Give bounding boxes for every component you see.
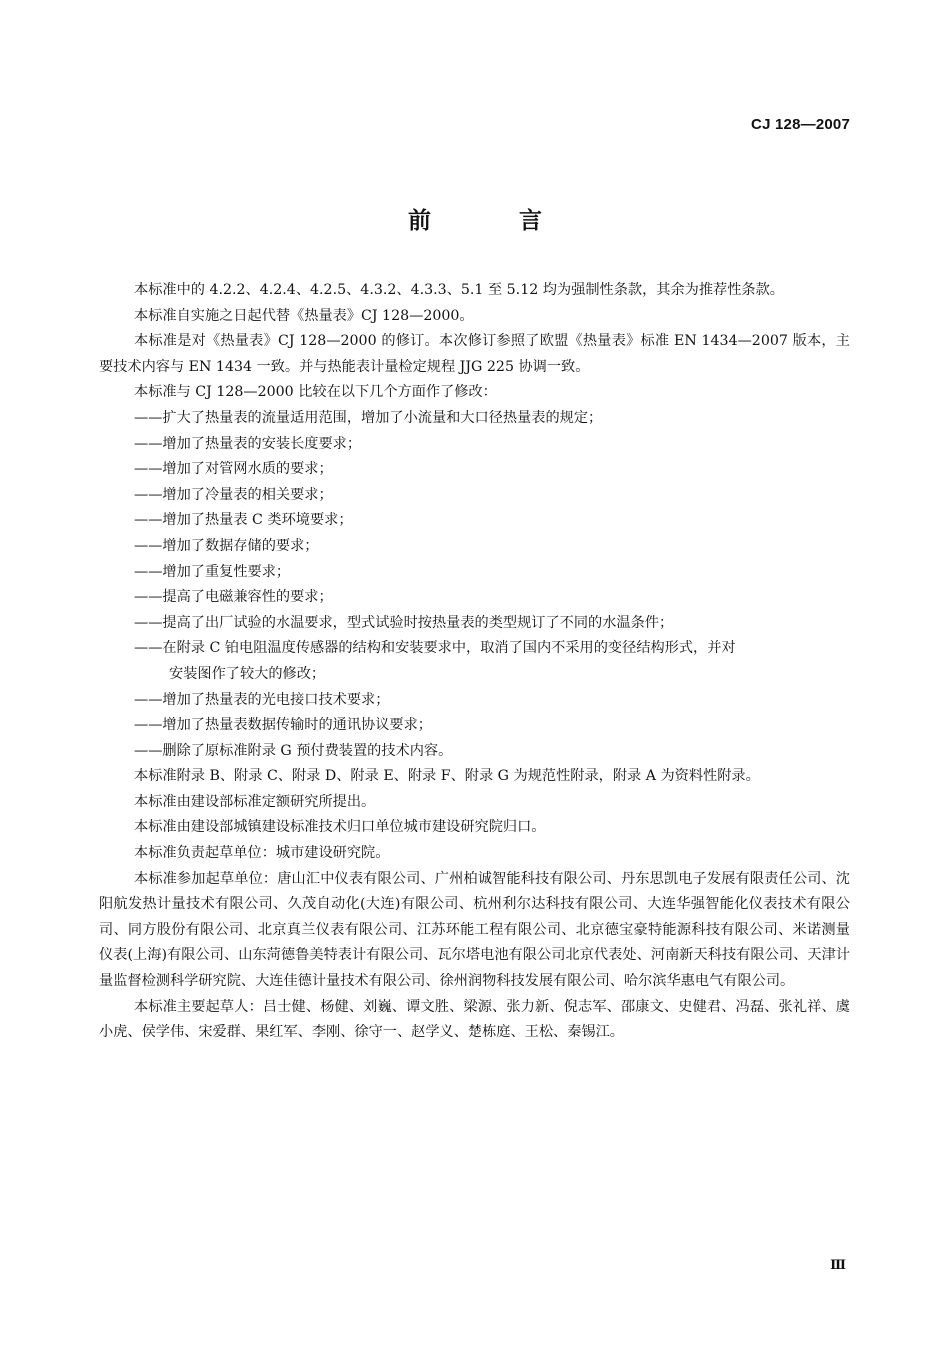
paragraph-comparison-intro: 本标准与 CJ 128—2000 比较在以下几个方面作了修改： <box>134 384 497 401</box>
list-item-first-line: ——在附录 C 铂电阻温度传感器的结构和安装要求中，取消了国内不采用的变径结构形式，并对 <box>134 640 736 657</box>
page-number: Ⅲ <box>830 1258 846 1273</box>
page-title: 前 言 <box>407 208 582 234</box>
list-item: ——增加了热量表 C 类环境要求； <box>134 512 353 529</box>
list-item: ——增加了重复性要求； <box>134 563 291 580</box>
paragraph-replaces: 本标准自实施之日起代替《热量表》CJ 128—2000。 <box>134 307 474 324</box>
document-body <box>99 278 850 1046</box>
list-item: ——增加了热量表的光电接口技术要求； <box>134 691 390 708</box>
list-item: ——扩大了热量表的流量适用范围，增加了小流量和大口径热量表的规定； <box>134 409 603 426</box>
list-item: ——删除了原标准附录 G 预付费装置的技术内容。 <box>134 742 453 759</box>
list-item-wrapped <box>134 636 850 687</box>
list-item: ——提高了电磁兼容性的要求； <box>134 589 333 606</box>
paragraph-mandatory-clauses: 本标准中的 4.2.2、4.2.4、4.2.5、4.3.2、4.3.3、5.1 至 5.12 均为强制性条款，其余为推荐性条款。 <box>134 282 784 298</box>
paragraph-participating-units: 本标准参加起草单位：唐山汇中仪表有限公司、广州柏诚智能科技有限公司、丹东思凯电子发展有限责任公司、沈阳航发热计量技术有限公司、久茂自动化(大连)有限公司、杭州利尔达科技有限公司、大连华强智能化仪表技术有限公司、同方股份有限公司、北京真兰仪表有限公司、江苏环能工程有限公司、北京德宝豪特能源科技有限公司、米诺测量仪表(上海)有限公司、山东菏德鲁美特表计有限公司、瓦尔塔电池有限公司北京代表处、河南新天科技有限公司、天津计量监督检测科学研究院、大连佳德计量技术有限公司、徐州润物科技发展有限公司、哈尔滨华惠电气有限公司。 <box>99 870 850 990</box>
list-item-continuation: 安装图作了较大的修改； <box>169 665 326 682</box>
list-item: ——增加了冷量表的相关要求； <box>134 486 333 503</box>
paragraph-annexes: 本标准附录 B、附录 C、附录 D、附录 E、附录 F、附录 G 为规范性附录，附录 A 为资料性附录。 <box>134 768 760 785</box>
paragraph-main-drafters: 本标准主要起草人：吕士健、杨健、刘巍、谭文胜、梁源、张力新、倪志军、邵康文、史健君、冯磊、张礼祥、虞小虎、侯学伟、宋爱群、果红军、李刚、徐守一、赵学义、楚栋庭、王松、秦锡江。 <box>99 998 850 1041</box>
list-item: ——增加了热量表的安装长度要求； <box>134 435 362 452</box>
list-item: ——增加了热量表数据传输时的通讯协议要求； <box>134 717 432 734</box>
list-item: ——增加了对管网水质的要求； <box>134 461 333 478</box>
list-item: ——增加了数据存储的要求； <box>134 537 319 554</box>
paragraph-centralized-by: 本标准由建设部城镇建设标准技术归口单位城市建设研究院归口。 <box>134 819 546 836</box>
paragraph-proposed-by: 本标准由建设部标准定额研究所提出。 <box>134 793 376 810</box>
paragraph-responsible-drafter: 本标准负责起草单位：城市建设研究院。 <box>134 845 390 862</box>
standard-code: CJ 128—2007 <box>751 116 850 133</box>
paragraph-revision: 本标准是对《热量表》CJ 128—2000 的修订。本次修订参照了欧盟《热量表》标准 EN 1434—2007 版本，主要技术内容与 EN 1434 一致。并与热能表计量检定规程 JJG 225 协调一致。 <box>99 333 850 375</box>
list-item: ——提高了出厂试验的水温要求，型式试验时按热量表的类型规订了不同的水温条件； <box>134 614 674 631</box>
